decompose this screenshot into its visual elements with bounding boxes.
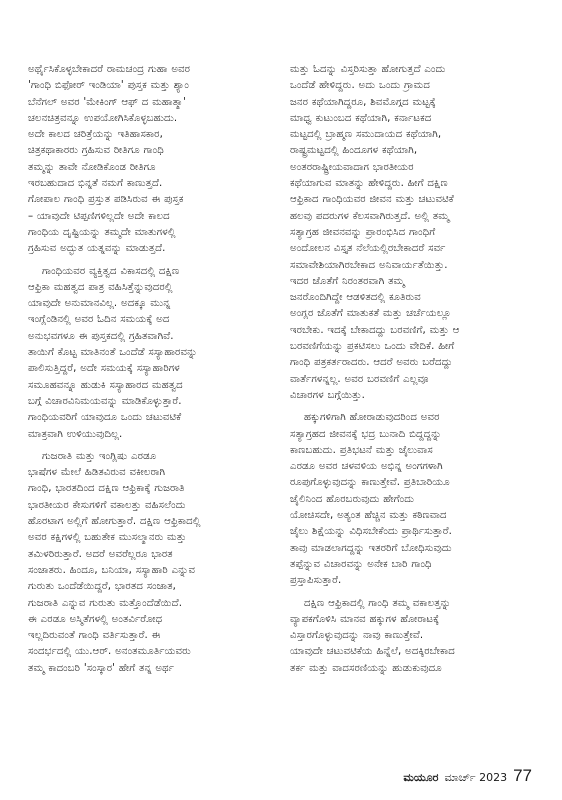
article-paragraph: ಗಾಂಧಿಯವರ ವ್ಯಕ್ತಿತ್ವದ ವಿಕಾಸದಲ್ಲಿ ದಕ್ಷಿಣ ಆಫ್ರಿಕಾ ಮಹತ್ವದ ಪಾತ್ರ ವಹಿಸಿತ್ತೆನ್ನುವುದರಲ್ಲಿ ಯಾವುದೇ ಅನುಮಾನವಿಲ್ಲ. ಅದಕ್ಕೂ ಮುನ್ನ ಇಂಗ್ಲೆಂಡಿನಲ್ಲಿ ಅವರ ಓದಿನ ಸಮಯಕ್ಕೆ ಅದ ಅನುಭವಗಳೂ ಈ ಪುಸ್ತಕದಲ್ಲಿ ಗ್ರಹಿತವಾಗಿವೆ. ತಾಯಿಗೆ ಕೊಟ್ಟ ಮಾತಿನಂತೆ ಒಂದೆಡೆ ಸಸ್ಯಾಹಾರವನ್ನು ಪಾಲಿಸುತ್ತಿದ್ದರೆ, ಅದೇ ಸಮಯಕ್ಕೆ ಸಸ್ಯಾಹಾರಿಗಳ ಸಮೂಹವನ್ನೂ ಹುಡುಕಿ ಸಸ್ಯಾಹಾರದ ಮಹತ್ವದ ಬಗ್ಗೆ ವಿಚಾರವಿನಿಮಯವನ್ನು ಮಾಡಿಕೊಳ್ಳುತ್ತಾರೆ. ಗಾಂಧಿಯವರಿಗೆ ಯಾವುದೂ ಒಂದು ಚಟುವಟಿಕೆ ಮಾತ್ರವಾಗಿ ಉಳಿಯುವುದಿಲ್ಲ. [28,265,198,440]
right-column [290,62,528,683]
article-paragraph: ಹಕ್ಕುಗಳಿಗಾಗಿ ಹೋರಾಡುವುದರಿಂದ ಅವರ ಸತ್ಯಾಗ್ರಹದ ಜೀವನಕ್ಕೆ ಭದ್ರ ಬುನಾದಿ ಬಿದ್ದದ್ದನ್ನು ಕಾಣಬಹುದು. ಪ್ರತಿಭಟನೆ ಮತ್ತು ಜೈಲುವಾಸ ಎರಡೂ ಅವರ ಚಳವಳಿಯ ಅಭಿನ್ನ ಅಂಗಗಳಾಗಿ ರೂಪುಗೊಳ್ಳುವುದನ್ನು ಕಾಣುತ್ತೇವೆ. ಪ್ರತಿಬಾರಿಯೂ ಜೈಲಿನಿಂದ ಹೊರಬರುವುದು ಹೇಗೆಂದು ಯೋಚಿಸದೇ, ಅತ್ಯಂತ ಹೆಚ್ಚಿನ ಮತ್ತು ಕಠಿಣವಾದ ಜೈಲು ಶಿಕ್ಷೆಯನ್ನು ವಿಧಿಸಬೇಕೆಂದು ಪ್ರಾರ್ಥಿಸುತ್ತಾರೆ. ತಾವು ಮಾಡಲಾಗದ್ದನ್ನು ಇತರರಿಗೆ ಬೋಧಿಸುವುದು ತಪ್ಪೆನ್ನುವ ವಿಚಾರವನ್ನು ಅನೇಕ ಬಾರಿ ಗಾಂಧಿ ಪ್ರಸ್ತಾಪಿಸುತ್ತಾರೆ. [290,412,452,587]
article-paragraph: ಅರ್ಥೈಸಿಕೊಳ್ಳಬೇಕಾದರೆ ರಾಮಚಂದ್ರ ಗುಹಾ ಅವರ 'ಗಾಂಧಿ ಬಿಫೋರ್ ಇಂಡಿಯಾ' ಪುಸ್ತಕ ಮತ್ತು ಶ್ಯಾಂ ಬೆನೆಗಲ್ ಅವರ 'ಮೇಕಿಂಗ್ ಆಫ್ ದ ಮಹಾತ್ಮಾ' ಚಲನಚಿತ್ರವನ್ನೂ ಉಪಯೋಗಿಸಿಕೊಳ್ಳಬಹುದು. ಅದೇ ಕಾಲದ ಚರಿತ್ರೆಯನ್ನು ಇತಿಹಾಸಕಾರ, ಚಿತ್ರಕಥಾಕಾರರು ಗ್ರಹಿಸುವ ರೀತಿಗೂ ಗಾಂಧಿ ತಮ್ಮನ್ನು ತಾವೇ ನೋಡಿಕೊಂಡ ರೀತಿಗೂ ಇರಬಹುದಾದ ಭಿನ್ನತೆ ನಮಗೆ ಕಾಣುತ್ತದೆ. ಗೋಪಾಲ ಗಾಂಧಿ ಪ್ರಸ್ತುತ ಪಡಿಸಿರುವ ಈ ಪುಸ್ತಕ – ಯಾವುದೇ ಟಿಪ್ಪಣಿಗಳಿಲ್ಲದೇ ಅದೇ ಕಾಲದ ಗಾಂಧಿಯ ದೃಷ್ಟಿಯನ್ನು ತಮ್ಮದೇ ಮಾತುಗಳಲ್ಲಿ ಗ್ರಹಿಸುವ ಅದ್ಭುತ ಯತ್ನವನ್ನು ಮಾಡುತ್ತದೆ. [28,64,191,255]
article-paragraph: ಮತ್ತು ಓದನ್ನು ವಿಸ್ತರಿಸುತ್ತಾ ಹೋಗುತ್ತದೆ ಎಂದು ಒಂದೆಡೆ ಹೇಳಿದ್ದರು. ಅದು ಒಂದು ಗ್ರಾಮದ ಜನರ ಕಥೆಯಾಗಿದ್ದರೂ, ಶಿವಮೊಗ್ಗದ ಮಟ್ಟಕ್ಕೆ ಮಾಧ್ವ ಕುಟುಂಬದ ಕಥೆಯಾಗಿ, ಕರ್ನಾಟಕದ ಮಟ್ಟದಲ್ಲಿ ಬ್ರಾಹ್ಮಣ ಸಮುದಾಯದ ಕಥೆಯಾಗಿ, ರಾಷ್ಟ್ರಮಟ್ಟದಲ್ಲಿ ಹಿಂದೂಗಳ ಕಥೆಯಾಗಿ, ಅಂತರರಾಷ್ಟ್ರೀಯವಾದಾಗ ಭಾರತೀಯರ ಕಥೆಯಾಗುವ ಮಾತನ್ನು ಹೇಳಿದ್ದರು. ಹೀಗೆ ದಕ್ಷಿಣ ಆಫ್ರಿಕಾದ ಗಾಂಧಿಯವರ ಜೀವನ ಮತ್ತು ಚಟುವಟಿಕೆ ಹಲವು ಪದರುಗಳ ಕೆಲಸವಾಗಿರುತ್ತದೆ. ಅಲ್ಲಿ ತಮ್ಮ ಸತ್ಯಾಗ್ರಹ ಜೀವನವನ್ನು ಪ್ರಾರಂಭಿಸಿದ ಗಾಂಧಿಗೆ ಅಂದೋಲನ ವಿಸ್ತೃತ ನೆಲೆಯಲ್ಲಿರಬೇಕಾದರೆ ಸರ್ವ ಸಮಾವೇಶಿಯಾಗಿರಬೇಕಾದ ಅನಿವಾರ್ಯತೆಯಿತ್ತು. ಇದರ ಜೊತೆಗೆ ನಿರಂತರವಾಗಿ ತಮ್ಮ ಜನರೊಂದಿಗಿದ್ದೇ ಆಡಳಿತದಲ್ಲಿ ಕೂತಿರುವ ಅಂಗ್ಲರ ಜೊತೆಗೆ ಮಾತುಕತೆ ಮತ್ತು ಚರ್ಚೆಯಲ್ಲೂ ಇರಬೇಕು. ಇದಕ್ಕೆ ಬೇಕಾದದ್ದು ಬರವಣಿಗೆ, ಮತ್ತು ಆ ಬರವಣಿಗೆಯನ್ನು ಪ್ರಕಟಿಸಲು ಒಂದು ವೇದಿಕೆ. ಹೀಗೆ ಗಾಂಧಿ ಪತ್ರಕರ್ತರಾದರು. ಆದರೆ ಅವರು ಬರೆದದ್ದು ವಾರ್ತೆಗಳನ್ನಲ್ಲ. ಅವರ ಬರವಣಿಗೆ ಎಲ್ಲವೂ ವಿಚಾರಗಳ ಬಗ್ಗೆಯಿತ್ತು. [290,64,460,401]
article-paragraph: ಗುಜರಾತಿ ಮತ್ತು ಇಂಗ್ಲಿಷು ಎರಡೂ ಭಾಷೆಗಳ ಮೇಲೆ ಹಿಡಿತವಿರುವ ವಕೀಲರಾಗಿ ಗಾಂಧಿ, ಭಾರತದಿಂದ ದಕ್ಷಿಣ ಆಫ್ರಿಕಾಕ್ಕೆ ಗುಜರಾತಿ ಭಾರತೀಯರ ಕೇಸುಗಳಿಗೆ ವಕಾಲತ್ತು ವಹಿಸಲೆಂದು ಹೊರಟಾಗ ಅಲ್ಲಿಗೆ ಹೋಗುತ್ತಾರೆ. ದಕ್ಷಿಣ ಆಫ್ರಿಕಾದಲ್ಲಿ ಅವರ ಕಕ್ಷಿಗಳಲ್ಲಿ ಬಹುತೇಕ ಮುಸಲ್ಮಾನರು ಮತ್ತು ತಮಿಳರಿರುತ್ತಾರೆ. ಅದರೆ ಅವರೆಲ್ಲರೂ ಭಾರತ ಸಂಜಾತರು. ಹಿಂದೂ, ಬನಿಯಾ, ಸಸ್ಯಾಹಾರಿ ಎನ್ನುವ ಗುರುತು ಒಂದೆಡೆಯಿದ್ದರೆ, ಭಾರತದ ಸಂಜಾತ, ಗುಜರಾತಿ ಎನ್ನುವ ಗುರುತು ಮತ್ತೊಂದೆಡೆಯಿದೆ. ಈ ಎರಡೂ ಅಸ್ಮಿತೆಗಳಲ್ಲಿ ಅಂತರ್ವಿರೋಧ ಇಲ್ಲದಿರುವಂತೆ ಗಾಂಧಿ ವರ್ತಿಸುತ್ತಾರೆ. ಈ ಸಂದರ್ಭದಲ್ಲಿ ಯು.ಆರ್. ಅನಂತಮೂರ್ತಿಯವರು ತಮ್ಮ ಕಾದಂಬರಿ 'ಸಂಸ್ಕಾರ' ಹೇಗೆ ತನ್ನ ಅರ್ಥ [28,450,201,674]
page-number: 77 [513,766,532,785]
magazine-name: ಮಯೂರ [403,771,439,784]
page-footer [403,766,532,786]
article-paragraph: ದಕ್ಷಿಣ ಆಫ್ರಿಕಾದಲ್ಲಿ ಗಾಂಧಿ ತಮ್ಮ ವಕಾಲತ್ತನ್ನು ವ್ಯಾಪಕಗೊಳಿಸಿ ಮಾನವ ಹಕ್ಕುಗಳ ಹೋರಾಟಕ್ಕೆ ವಿಸ್ತಾರಗೊಳ್ಳುವುದನ್ನು ನಾವು ಕಾಣುತ್ತೇವೆ. ಯಾವುದೇ ಚಟುವಟಿಕೆಯ ಹಿನ್ನೆಲೆ, ಅದಕ್ಕಿರಬೇಕಾದ ತರ್ಕ ಮತ್ತು ವಾದಸರಣಿಯನ್ನು ಹುಡುಕುವುದೂ [290,597,455,674]
left-column [28,62,266,683]
issue-month: ಮಾರ್ಚ್ 2023 [444,771,508,784]
